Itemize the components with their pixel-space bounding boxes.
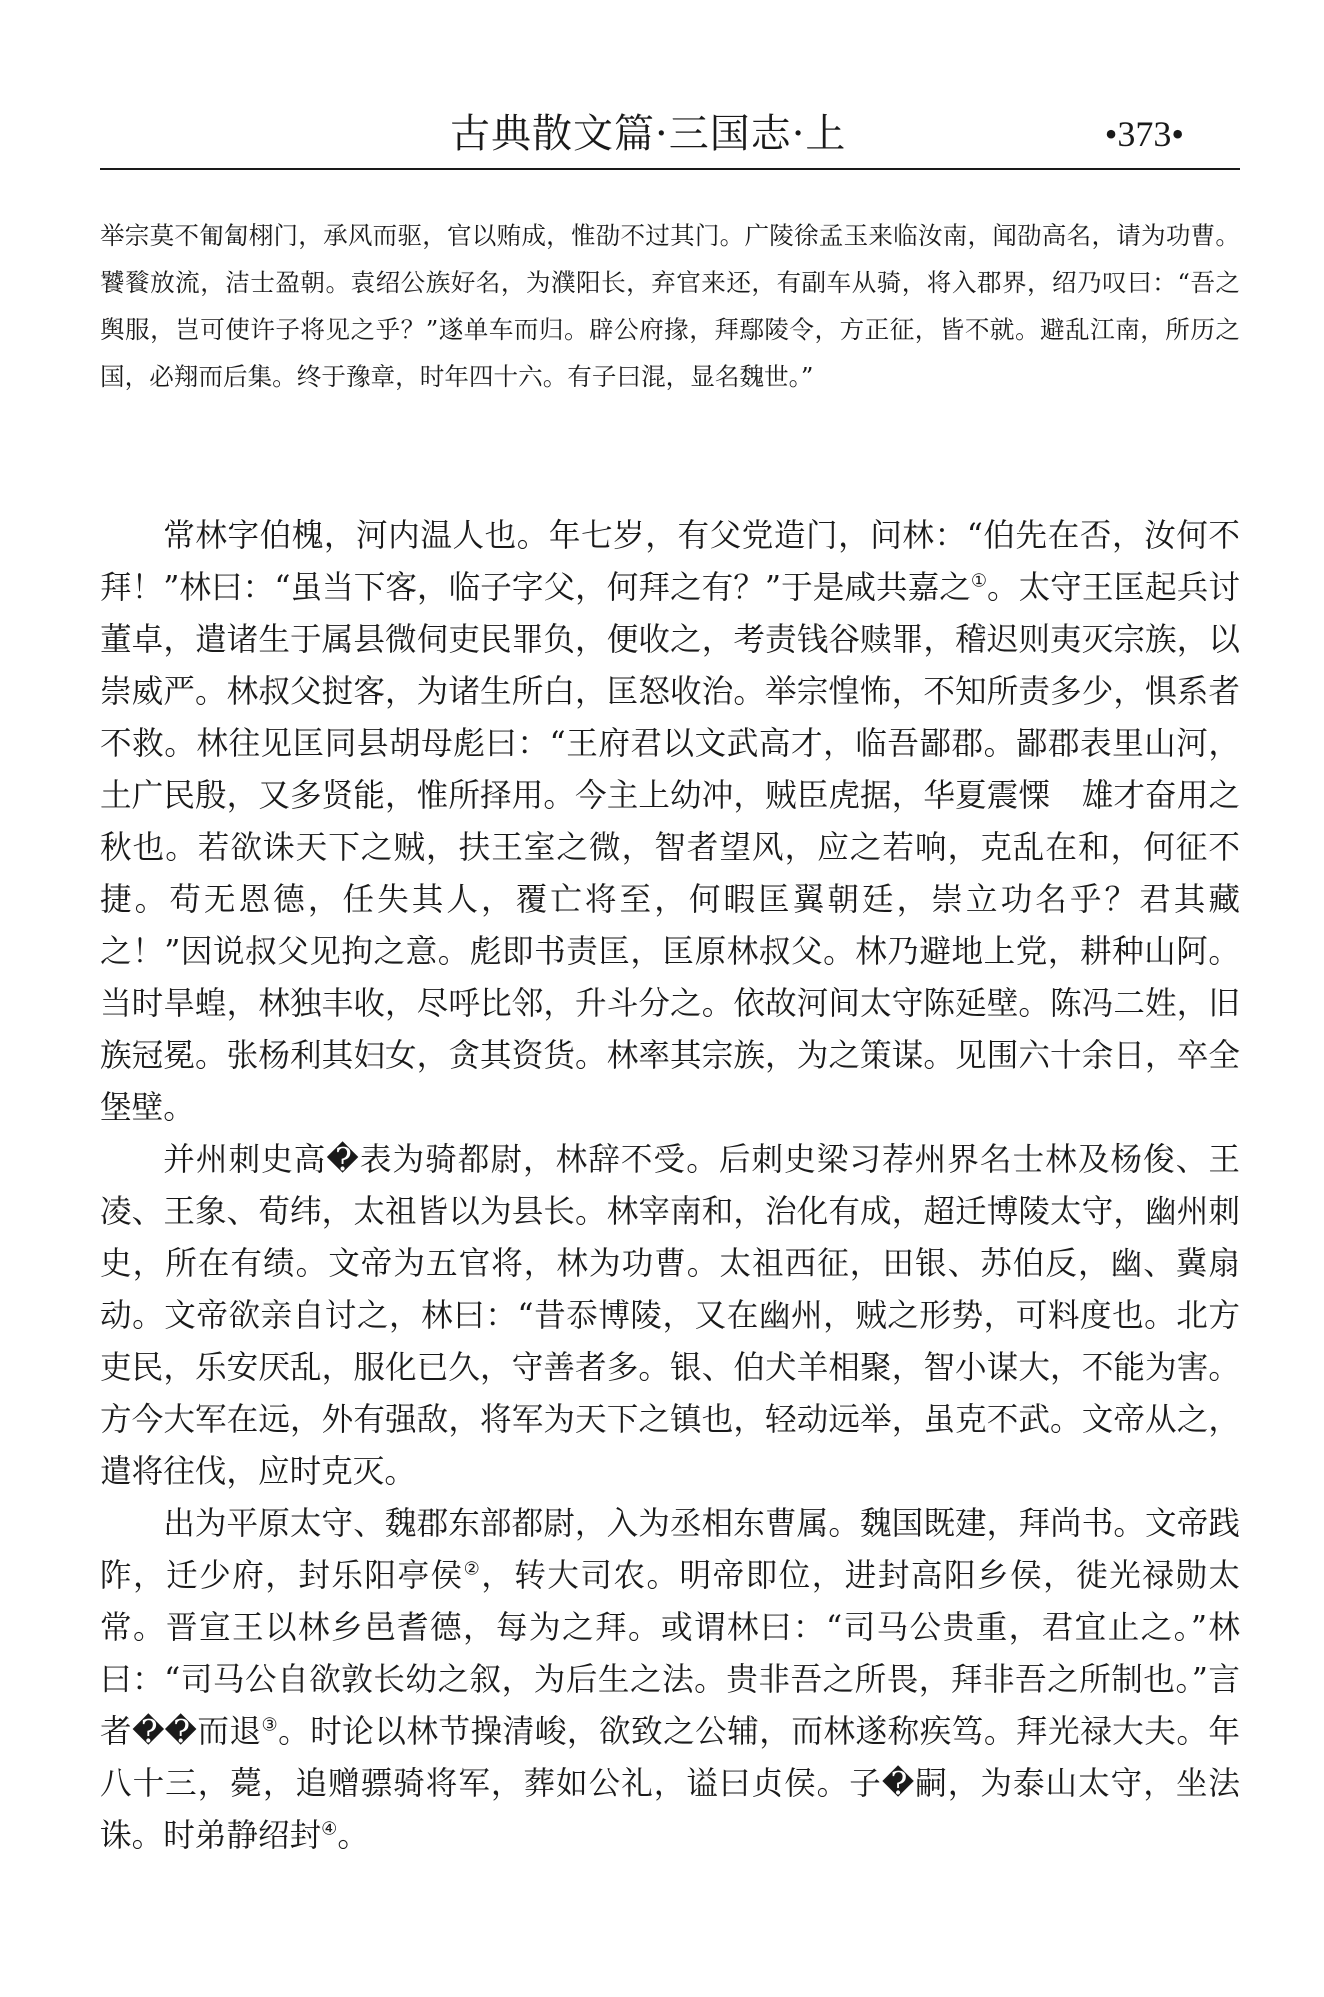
text-run: 。太守王匡起兵讨董卓，遣诸生于属县微伺吏民罪负，便收之，考责钱谷赎罪，稽迟则夷灭宗族，以崇威严。林叔父挝客，为诸生所白，匡怒收治。举宗惶怖，不知所责多少，惧系者不救。林往见匡同县胡母彪曰：“王府君以文武高才，临吾鄙郡。鄙郡表里山河，土广民殷，又多贤能，惟所择用。今主上幼冲，贼臣虎据，华夏震慄 雄才奋用之秋也。若欲诛天下之贼，扶王室之微，智者望风，应之若响，克乱在和，何征不捷。苟无恩德，任失其人，覆亡将至，何暇匡翼朝廷，崇立功名乎？君其藏之！”因说叔父见拘之意。彪即书责匡，匡原林叔父。林乃避地上党，耕种山阿。当时旱蝗，林独丰收，尽呼比邻，升斗分之。依故河间太守陈延壁。陈冯二姓，旧族冠冕。张杨利其妇女，贪其资货。林率其宗族，为之策谋。见围六十余日，卒全堡壁。	[100, 570, 1240, 1126]
quoted-passage: 举宗莫不匍匐栩门，承风而驱，官以贿成，惟劭不过其门。广陵徐孟玉来临汝南，闻劭高名，请为功曹。饕餮放流，洁士盈朝。袁绍公族好名，为濮阳长，弃官来还，有副车从骑，将入郡界，绍乃叹曰：“吾之舆服，岂可使许子将见之乎？”遂单车而归。辟公府掾，拜鄢陵令，方正征，皆不就。避乱江南，所历之国，必翔而后集。终于豫章，时年四十六。有子曰混，显名魏世。”	[100, 221, 1240, 391]
text-run: 常林字伯槐，河内温人也。年七岁，有父党造门，问林：“伯先在否，汝何不拜！”林曰：“虽当下客，临子字父，何拜之有？”于是咸共嘉之	[100, 518, 1240, 606]
footnote-marker[interactable]: ①	[970, 570, 987, 592]
running-header	[100, 108, 1240, 170]
text-run: 并州刺史高�表为骑都尉，林辞不受。后刺史梁习荐州界名士林及杨俊、王凌、王象、荀纬，太祖皆以为县长。林宰南和，治化有成，超迁博陵太守，幽州刺史，所在有绩。文帝为五官将，林为功曹。太祖西征，田银、苏伯反，幽、冀扇动。文帝欲亲自讨之，林曰：“昔忝博陵，又在幽州，贼之形势，可料度也。北方吏民，乐安厌乱，服化已久，守善者多。银、伯犬羊相聚，智小谋大，不能为害。方今大军在远，外有强敌，将军为天下之镇也，轻动远举，虽克不武。文帝从之，遣将往伐，应时克灭。	[100, 1142, 1240, 1490]
running-header-title: 古典散文篇·三国志·上	[450, 111, 847, 157]
footnote-marker[interactable]: ④	[321, 1818, 338, 1840]
paragraph	[100, 1498, 1240, 1862]
paragraph	[100, 510, 1240, 1134]
page-number: •373•	[1104, 114, 1184, 154]
text-run: ，转大司农。明帝即位，进封高阳乡侯，徙光禄勋太常。晋宣王以林乡邑耆德，每为之拜。或谓林曰：“司马公贵重，君宜止之。”林曰：“司马公自欲敦长幼之叙，为后生之法。贵非吾之所畏，拜非吾之所制也。”言者��而退	[100, 1558, 1240, 1750]
text-run: 出为平原太守、魏郡东部都尉，入为丞相东曹属。魏国既建，拜尚书。文帝践阼，迁少府，封乐阳亭侯	[100, 1506, 1240, 1594]
paragraph	[100, 1134, 1240, 1498]
footnote-marker[interactable]: ②	[463, 1558, 482, 1580]
footnote-marker[interactable]: ③	[261, 1714, 279, 1736]
text-run: 。	[337, 1818, 369, 1854]
text-run: 。时论以林节操清峻，欲致之公辅，而林遂称疾笃。拜光禄大夫。年八十三，薨，追赠骠骑将军，葬如公礼，谥曰贞侯。子�嗣，为泰山太守，坐法诛。时弟静绍封	[100, 1714, 1240, 1854]
main-text	[100, 510, 1240, 1862]
